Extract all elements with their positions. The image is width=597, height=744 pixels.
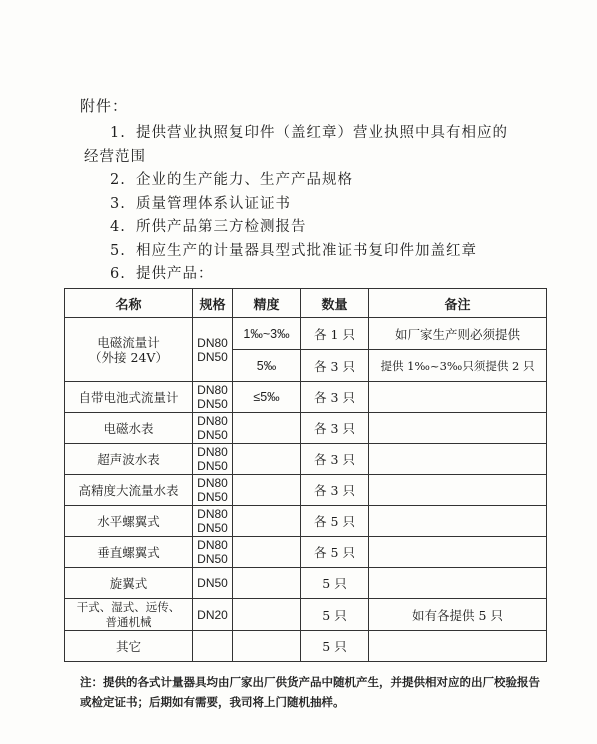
table-row <box>65 413 547 444</box>
spec-line: DN80 <box>197 476 228 490</box>
cell-remark <box>369 537 547 568</box>
cell-precision <box>233 413 301 444</box>
cell-precision <box>233 599 301 631</box>
item-text: 企业的生产能力、生产产品规格 <box>136 172 353 188</box>
cell-spec <box>193 475 233 506</box>
spec-line: DN50 <box>197 397 228 411</box>
header-precision: 精度 <box>233 289 301 318</box>
table-row <box>65 444 547 475</box>
item-number: 1. <box>110 125 126 141</box>
cell-name <box>65 318 193 382</box>
spec-line: DN80 <box>197 538 228 552</box>
spec-line: DN80 <box>197 414 228 428</box>
product-table <box>64 288 547 662</box>
item-text: 质量管理体系认证证书 <box>136 195 291 212</box>
cell-qty: 各 3 只 <box>301 382 369 413</box>
table-row <box>65 318 547 350</box>
item-number: 4. <box>110 219 126 235</box>
cell-name-line: 干式、湿式、远传、 <box>76 599 181 614</box>
cell-spec: DN20 <box>193 599 233 631</box>
list-item <box>110 263 550 287</box>
cell-name: 超声波水表 <box>65 444 193 475</box>
cell-remark <box>369 506 547 537</box>
cell-qty: 各 3 只 <box>301 444 369 475</box>
footnote: 注：提供的各式计量器具均由厂家出厂供货产品中随机产生，并提供相对应的出厂校验报告或检定证书；后期如有需要，我司将上门随机抽样。 <box>80 675 540 709</box>
cell-precision <box>233 631 301 662</box>
cell-precision: ≤5‰ <box>233 382 301 413</box>
cell-precision <box>233 537 301 568</box>
cell-qty: 各 5 只 <box>301 537 369 568</box>
cell-qty: 各 3 只 <box>301 413 369 444</box>
cell-name <box>65 599 193 631</box>
cell-remark <box>369 444 547 475</box>
cell-precision <box>233 444 301 475</box>
cell-precision: 5‰ <box>233 350 301 382</box>
item-text: 相应生产的计量器具型式批准证书复印件加盖红章 <box>136 242 477 259</box>
cell-remark: 如有各提供 5 只 <box>369 599 547 631</box>
attachment-title: 附件： <box>80 97 129 115</box>
cell-remark <box>369 568 547 599</box>
cell-qty: 各 3 只 <box>301 475 369 506</box>
spec-line: DN50 <box>197 490 228 504</box>
cell-name-line: 电磁流量计 <box>97 334 160 350</box>
spec-line: DN80 <box>197 507 228 521</box>
cell-spec: DN50 <box>193 568 233 599</box>
cell-name: 电磁水表 <box>65 413 193 444</box>
list-item <box>110 169 550 193</box>
table-row <box>65 599 547 631</box>
header-name: 名称 <box>65 289 193 318</box>
cell-qty: 5 只 <box>301 599 369 631</box>
cell-precision: 1‰~3‰ <box>233 318 301 350</box>
cell-spec <box>193 444 233 475</box>
header-remark: 备注 <box>369 289 547 318</box>
table-header-row <box>65 289 547 318</box>
table-row <box>65 631 547 662</box>
item-number: 2. <box>110 172 126 188</box>
spec-line: DN80 <box>197 383 228 397</box>
list-item <box>110 240 550 264</box>
header-qty: 数量 <box>301 289 369 318</box>
item-text: 提供产品： <box>136 266 214 282</box>
list-item <box>110 216 550 240</box>
list-item-continuation <box>84 146 550 170</box>
cell-precision <box>233 568 301 599</box>
table-row <box>65 506 547 537</box>
cell-qty: 5 只 <box>301 631 369 662</box>
cell-remark: 提供 1‰~3‰只须提供 2 只 <box>369 350 547 382</box>
cell-spec <box>193 537 233 568</box>
cell-remark <box>369 382 547 413</box>
table-row <box>65 475 547 506</box>
cell-name: 旋翼式 <box>65 568 193 599</box>
cell-qty: 各 1 只 <box>301 318 369 350</box>
cell-name: 水平螺翼式 <box>65 506 193 537</box>
header-spec: 规格 <box>193 289 233 318</box>
spec-line: DN50 <box>197 552 228 566</box>
cell-qty: 各 3 只 <box>301 350 369 382</box>
item-text: 提供营业执照复印件（盖红章）营业执照中具有相应的 <box>136 125 508 141</box>
cell-name: 高精度大流量水表 <box>65 475 193 506</box>
item-number: 3. <box>110 195 126 212</box>
item-number: 5. <box>110 242 126 259</box>
spec-line: DN50 <box>197 428 228 442</box>
spec-line: DN50 <box>197 521 228 535</box>
cell-qty: 5 只 <box>301 568 369 599</box>
spec-line: DN50 <box>197 349 228 364</box>
item-text: 所供产品第三方检测报告 <box>136 219 307 235</box>
spec-line: DN50 <box>197 459 228 473</box>
cell-name: 其它 <box>65 631 193 662</box>
cell-remark <box>369 413 547 444</box>
table-row <box>65 568 547 599</box>
cell-remark <box>369 631 547 662</box>
cell-name: 自带电池式流量计 <box>65 382 193 413</box>
list-item <box>110 193 550 217</box>
spec-line: DN80 <box>197 445 228 459</box>
cell-remark <box>369 475 547 506</box>
cell-spec <box>193 318 233 382</box>
item-number: 6. <box>110 266 126 282</box>
cell-precision <box>233 475 301 506</box>
cell-name-line: 普通机械 <box>105 614 152 629</box>
list-item <box>110 122 550 146</box>
table-row <box>65 537 547 568</box>
table-row <box>65 382 547 413</box>
spec-line: DN80 <box>197 335 228 350</box>
cell-precision <box>233 506 301 537</box>
cell-name-line: （外接 24V） <box>89 349 168 365</box>
cell-spec <box>193 506 233 537</box>
cell-qty: 各 5 只 <box>301 506 369 537</box>
requirement-list <box>84 122 550 287</box>
item-text: 经营范围 <box>84 148 146 165</box>
cell-spec <box>193 413 233 444</box>
cell-spec <box>193 631 233 662</box>
cell-name: 垂直螺翼式 <box>65 537 193 568</box>
cell-spec <box>193 382 233 413</box>
cell-remark: 如厂家生产则必须提供 <box>369 318 547 350</box>
